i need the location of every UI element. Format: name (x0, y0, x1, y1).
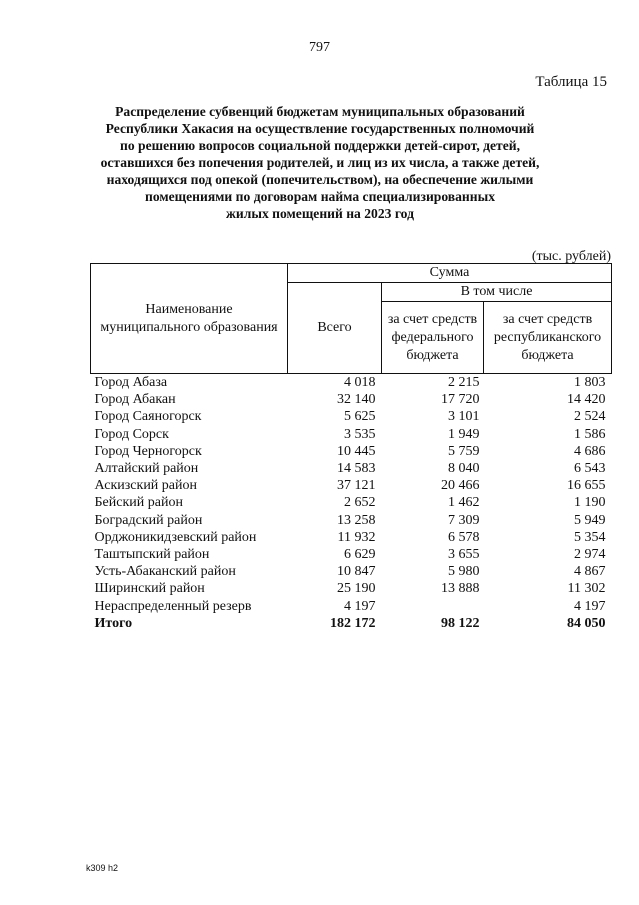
header-name: Наименование муниципального образования (91, 264, 288, 374)
row-name: Город Абакан (94, 392, 176, 408)
row-federal: 1 949 (448, 426, 480, 442)
table-label: Таблица 15 (535, 74, 607, 90)
row-federal: 17 720 (441, 392, 480, 408)
row-name: Таштыпский район (94, 546, 210, 562)
row-republican: 1 190 (574, 495, 606, 511)
row-republican: 4 197 (574, 598, 606, 614)
row-name: Город Сорск (94, 426, 169, 442)
header-including: В том числе (382, 283, 612, 302)
row-federal: 5 759 (448, 443, 480, 459)
row-total: 13 258 (337, 512, 376, 528)
row-federal: 20 466 (441, 478, 480, 494)
row-republican: 2 974 (574, 546, 606, 562)
table-row (91, 391, 612, 408)
table-row (91, 443, 612, 460)
row-name: Орджоникидзевский район (94, 529, 257, 545)
row-name: Город Абаза (94, 375, 168, 391)
total-label: Итого (94, 615, 133, 631)
title-line: Республики Хакасия на осуществление государственных полномочий (105, 121, 535, 136)
page-number: 797 (309, 40, 330, 55)
table-body (91, 374, 612, 632)
table-row (91, 563, 612, 580)
header-republican: за счет средств республиканского бюджета (484, 302, 612, 374)
header-sum: Сумма (288, 264, 612, 283)
row-republican: 1 803 (574, 375, 606, 391)
row-total: 3 535 (344, 426, 376, 442)
table-row (91, 494, 612, 511)
row-republican: 11 302 (567, 581, 606, 597)
row-total: 11 932 (337, 529, 376, 545)
row-republican: 4 686 (574, 443, 606, 459)
total-republican: 84 050 (567, 615, 606, 631)
row-total: 5 625 (344, 409, 376, 425)
row-name: Усть-Абаканский район (94, 564, 236, 580)
row-federal: 3 655 (448, 546, 480, 562)
title-line: помещениями по договорам найма специализированных (144, 189, 496, 204)
row-name: Город Черногорск (94, 443, 202, 459)
row-name: Аскизский район (94, 478, 197, 494)
row-federal: 1 462 (448, 495, 480, 511)
header-total: Всего (288, 283, 382, 374)
table-row (91, 546, 612, 563)
title-line: жилых помещений на 2023 год (226, 206, 414, 221)
table-row (91, 408, 612, 425)
row-federal: 2 215 (448, 375, 480, 391)
title-line: по решению вопросов социальной поддержки детей-сирот, детей, (120, 138, 520, 153)
table-row (91, 460, 612, 477)
header-federal: за счет средств федерального бюджета (382, 302, 484, 374)
title-line: оставшихся без попечения родителей, и лиц из их числа, а также детей, (100, 155, 540, 170)
row-total: 14 583 (337, 461, 376, 477)
title-line: находящихся под опекой (попечительством), на обеспечение жилыми (106, 172, 534, 187)
table-row (91, 374, 612, 392)
row-total: 32 140 (337, 392, 376, 408)
table-row (91, 477, 612, 494)
table-row (91, 426, 612, 443)
table-row (91, 529, 612, 546)
row-federal (382, 597, 484, 614)
units-label: (тыс. рублей) (531, 249, 611, 264)
row-republican: 5 354 (574, 529, 606, 545)
row-total: 4 018 (344, 375, 376, 391)
row-total: 4 197 (344, 598, 376, 614)
row-name: Нераспределенный резерв (94, 598, 252, 614)
row-name: Бейский район (94, 495, 183, 511)
row-federal: 3 101 (448, 409, 480, 425)
row-federal: 7 309 (448, 512, 480, 528)
total-federal: 98 122 (441, 615, 480, 631)
row-federal: 13 888 (441, 581, 480, 597)
row-total: 6 629 (344, 546, 376, 562)
total-row (91, 615, 612, 632)
row-name: Ширинский район (94, 581, 205, 597)
table-row (91, 580, 612, 597)
row-name: Город Саяногорск (94, 409, 202, 425)
row-total: 10 847 (337, 564, 376, 580)
row-name: Алтайский район (94, 461, 199, 477)
table-row (91, 597, 612, 614)
row-republican: 4 867 (574, 564, 606, 580)
total-sum: 182 172 (330, 615, 376, 631)
row-federal: 5 980 (448, 564, 480, 580)
table-row (91, 512, 612, 529)
subvention-table (90, 263, 612, 632)
footer-code: k309 h2 (86, 863, 119, 873)
row-republican: 2 524 (574, 409, 606, 425)
document-title (80, 103, 560, 222)
row-republican: 1 586 (574, 426, 606, 442)
row-republican: 14 420 (567, 392, 606, 408)
row-total: 37 121 (337, 478, 376, 494)
row-name: Боградский район (94, 512, 203, 528)
row-republican: 5 949 (574, 512, 606, 528)
row-total: 10 445 (337, 443, 376, 459)
row-federal: 8 040 (448, 461, 480, 477)
row-total: 25 190 (337, 581, 376, 597)
row-republican: 16 655 (567, 478, 606, 494)
title-line: Распределение субвенций бюджетам муниципальных образований (115, 104, 525, 119)
row-republican: 6 543 (574, 461, 606, 477)
table-header (91, 264, 612, 374)
row-federal: 6 578 (448, 529, 480, 545)
row-total: 2 652 (344, 495, 376, 511)
